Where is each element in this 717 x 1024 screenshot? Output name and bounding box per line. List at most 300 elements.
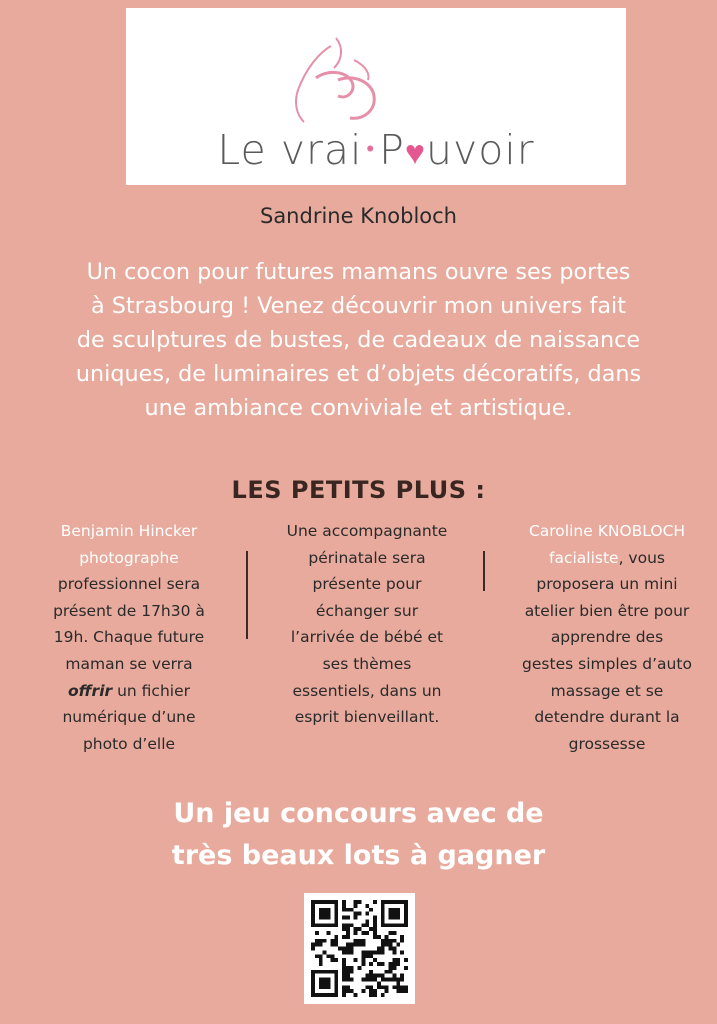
qr-module [392, 908, 396, 912]
qr-module [389, 943, 393, 947]
qr-module [346, 931, 350, 935]
qr-module [346, 916, 350, 920]
contest-announcement [0, 793, 717, 877]
qr-module [330, 943, 334, 947]
qr-module [365, 931, 369, 935]
qr-module [373, 974, 377, 978]
qr-module [396, 916, 400, 920]
column-line: professionnel sera [57, 575, 201, 594]
qr-module [346, 943, 350, 947]
qr-module [392, 974, 396, 978]
qr-module [404, 958, 408, 962]
qr-module [334, 970, 338, 974]
qr-module [400, 900, 404, 904]
qr-module [400, 978, 404, 982]
qr-module [334, 935, 338, 939]
qr-module [381, 993, 385, 997]
column-divider [246, 551, 248, 639]
qr-module [315, 939, 319, 943]
qr-module [361, 923, 365, 927]
column-line: numérique d’une [62, 708, 196, 727]
qr-module [381, 923, 385, 927]
qr-module [389, 966, 393, 970]
qr-module [358, 966, 362, 970]
qr-module [392, 947, 396, 951]
qr-module [369, 950, 373, 954]
qr-module [342, 962, 346, 966]
qr-module [311, 900, 315, 904]
qr-module [327, 993, 331, 997]
qr-module [327, 970, 331, 974]
qr-module [350, 966, 354, 970]
qr-module [323, 985, 327, 989]
column-line: apprendre des [550, 628, 664, 647]
qr-module [319, 993, 323, 997]
qr-module [327, 900, 331, 904]
qr-module [350, 947, 354, 951]
contest-line: très beaux lots à gagner [171, 840, 546, 871]
facialist-name: Caroline KNOBLOCH [528, 522, 686, 540]
qr-module [381, 947, 385, 951]
qr-module [311, 989, 315, 993]
qr-module [354, 927, 358, 931]
qr-module [369, 927, 373, 931]
qr-module [334, 912, 338, 916]
qr-module [392, 923, 396, 927]
qr-module [311, 912, 315, 916]
qr-module [377, 974, 381, 978]
column-line: photo d’elle [82, 734, 176, 753]
qr-module [315, 943, 319, 947]
qr-module [392, 916, 396, 920]
column-line: gestes simples d’auto [522, 654, 692, 673]
qr-module [373, 950, 377, 954]
facialist-title: facialiste [548, 548, 619, 567]
qr-module [381, 978, 385, 982]
qr-module [404, 900, 408, 904]
qr-module [404, 908, 408, 912]
column-line: ses thèmes [322, 654, 412, 673]
qr-module [369, 985, 373, 989]
qr-module [319, 916, 323, 920]
column-line: esprit bienveillant. [294, 708, 440, 727]
heart-icon: ♥ [404, 133, 427, 173]
column-line: périnatale sera [308, 548, 426, 567]
qr-module [392, 939, 396, 943]
qr-module [350, 943, 354, 947]
logo-wordmark [126, 126, 626, 186]
qr-module [369, 978, 373, 982]
logo-dot: • [366, 137, 376, 162]
qr-module [327, 908, 331, 912]
qr-module [311, 985, 315, 989]
qr-module [392, 912, 396, 916]
qr-module [346, 935, 350, 939]
qr-module [385, 978, 389, 982]
qr-module [334, 904, 338, 908]
qr-module [350, 908, 354, 912]
qr-module [373, 916, 377, 920]
qr-module [381, 919, 385, 923]
qr-module [369, 954, 373, 958]
column-line: présent de 17h30 à [53, 601, 205, 620]
qr-module [354, 904, 358, 908]
qr-module [323, 993, 327, 997]
qr-module [377, 947, 381, 951]
qr-module [385, 985, 389, 989]
qr-module [389, 978, 393, 982]
qr-module [400, 950, 404, 954]
qr-module [361, 931, 365, 935]
qr-module [319, 939, 323, 943]
qr-module [377, 985, 381, 989]
intro-line: de sculptures de bustes, de cadeaux de naissance [76, 327, 641, 353]
qr-module [373, 900, 377, 904]
qr-module [358, 927, 362, 931]
qr-module [319, 912, 323, 916]
qr-module [334, 981, 338, 985]
qr-module [389, 962, 393, 966]
qr-module [404, 912, 408, 916]
qr-module [334, 943, 338, 947]
qr-module [400, 923, 404, 927]
column-doula [262, 518, 472, 731]
qr-module [315, 931, 319, 935]
qr-module [311, 947, 315, 951]
qr-module [342, 904, 346, 908]
qr-module [342, 966, 346, 970]
column-line [498, 545, 716, 572]
qr-module [381, 943, 385, 947]
column-line: essentiels, dans un [292, 681, 442, 700]
qr-module [334, 908, 338, 912]
qr-module [389, 923, 393, 927]
logo-box [126, 8, 626, 185]
qr-module [354, 958, 358, 962]
qr-module [346, 966, 350, 970]
qr-module [342, 927, 346, 931]
qr-module [334, 916, 338, 920]
qr-module [404, 904, 408, 908]
qr-module [346, 978, 350, 982]
qr-module [404, 985, 408, 989]
qr-module [389, 900, 393, 904]
column-line: échanger sur [315, 601, 419, 620]
qr-module [354, 900, 358, 904]
qr-module [338, 947, 342, 951]
intro-line: une ambiance conviviale et artistique. [144, 395, 573, 421]
qr-module [404, 989, 408, 993]
qr-module [315, 970, 319, 974]
column-line: l’arrivée de bébé et [290, 628, 444, 647]
qr-module [392, 900, 396, 904]
qr-module [330, 900, 334, 904]
qr-module [361, 978, 365, 982]
qr-module [346, 970, 350, 974]
qr-module [346, 927, 350, 931]
qr-module [381, 950, 385, 954]
column-facialist [498, 518, 716, 757]
qr-module [396, 943, 400, 947]
qr-module [365, 954, 369, 958]
column-divider [483, 551, 485, 591]
qr-module [334, 989, 338, 993]
qr-module [323, 978, 327, 982]
qr-module [330, 923, 334, 927]
qr-module [319, 958, 323, 962]
intro-line: uniques, de luminaires et d’objets décoratifs, dans [75, 361, 642, 387]
qr-module [323, 970, 327, 974]
qr-module [373, 919, 377, 923]
qr-module [381, 939, 385, 943]
qr-module [385, 989, 389, 993]
qr-module [342, 935, 346, 939]
qr-module [327, 916, 331, 920]
qr-module [373, 923, 377, 927]
qr-module [385, 935, 389, 939]
qr-module [323, 950, 327, 954]
qr-module [381, 904, 385, 908]
qr-module [392, 978, 396, 982]
qr-module [327, 954, 331, 958]
qr-module [311, 978, 315, 982]
qr-module [396, 912, 400, 916]
column-line [26, 678, 232, 705]
qr-module [346, 950, 350, 954]
qr-module [342, 989, 346, 993]
qr-module [319, 923, 323, 927]
column-line: massage et se [550, 681, 664, 700]
qr-module [365, 904, 369, 908]
qr-module [323, 912, 327, 916]
qr-module [334, 939, 338, 943]
qr-module [311, 923, 315, 927]
qr-module [389, 916, 393, 920]
qr-module [319, 981, 323, 985]
qr-module [311, 908, 315, 912]
intro-line: Un cocon pour futures mamans ouvre ses portes [86, 259, 631, 285]
qr-module [381, 900, 385, 904]
qr-module [365, 919, 369, 923]
qr-module [346, 985, 350, 989]
qr-module [342, 993, 346, 997]
qr-module [346, 989, 350, 993]
qr-module [373, 978, 377, 982]
qr-module [342, 900, 346, 904]
column-line: atelier bien être pour [524, 601, 690, 620]
qr-module [365, 985, 369, 989]
qr-module [315, 923, 319, 927]
qr-module [342, 923, 346, 927]
qr-module [400, 989, 404, 993]
qr-module [373, 935, 377, 939]
qr-module [365, 923, 369, 927]
qr-module [319, 943, 323, 947]
qr-module [327, 923, 331, 927]
qr-module [358, 943, 362, 947]
qr-module [358, 939, 362, 943]
qr-module [369, 970, 373, 974]
qr-module [354, 931, 358, 935]
author-name: Sandrine Knobloch [259, 204, 457, 228]
qr-module [334, 974, 338, 978]
qr-module [311, 974, 315, 978]
qr-module [361, 939, 365, 943]
qr-module [319, 978, 323, 982]
qr-module [319, 900, 323, 904]
qr-module [342, 974, 346, 978]
qr-module [392, 931, 396, 935]
qr-module [400, 985, 404, 989]
qr-module [354, 939, 358, 943]
qr-module [361, 943, 365, 947]
qr-module [392, 985, 396, 989]
qr-module [389, 908, 393, 912]
qr-module [400, 939, 404, 943]
qr-module [365, 978, 369, 982]
qr-module [346, 923, 350, 927]
qr-module [350, 989, 354, 993]
qr-module [350, 950, 354, 954]
qr-module [392, 950, 396, 954]
logo-text-part2-start: P [379, 126, 405, 174]
section-title: LES PETITS PLUS : [231, 476, 486, 504]
qr-module [327, 985, 331, 989]
qr-module [377, 950, 381, 954]
qr-module [334, 923, 338, 927]
qr-module [361, 989, 365, 993]
qr-module [373, 958, 377, 962]
logo-text-part2-end: uvoir [426, 126, 535, 174]
qr-module [404, 919, 408, 923]
qr-module [381, 912, 385, 916]
qr-module [389, 970, 393, 974]
qr-module [373, 927, 377, 931]
qr-module [346, 908, 350, 912]
qr-module [358, 900, 362, 904]
photographer-name: Benjamin Hincker [60, 522, 198, 540]
qr-module [392, 962, 396, 966]
qr-module [323, 923, 327, 927]
qr-module [404, 966, 408, 970]
qr-module [389, 939, 393, 943]
qr-module [358, 912, 362, 916]
qr-module [330, 939, 334, 943]
qr-module [381, 985, 385, 989]
qr-module [400, 974, 404, 978]
qr-module [392, 966, 396, 970]
qr-module [323, 981, 327, 985]
qr-module [350, 970, 354, 974]
qr-module [319, 962, 323, 966]
qr-module [396, 978, 400, 982]
qr-module [373, 989, 377, 993]
qr-module [373, 931, 377, 935]
qr-module [404, 923, 408, 927]
qr-module [342, 916, 346, 920]
qr-module [311, 916, 315, 920]
qr-module [361, 962, 365, 966]
logo-text-part1: Le vrai [217, 126, 363, 174]
qr-module [389, 912, 393, 916]
qr-module [319, 908, 323, 912]
column-line: présente pour [312, 575, 422, 594]
pregnant-silhouette-icon [276, 30, 396, 130]
qr-module [392, 958, 396, 962]
qr-module [365, 912, 369, 916]
qr-module [385, 943, 389, 947]
qr-module [396, 985, 400, 989]
qr-module [342, 985, 346, 989]
qr-module [334, 919, 338, 923]
qr-module [350, 978, 354, 982]
qr-module [385, 970, 389, 974]
qr-code[interactable] [304, 893, 415, 1004]
qr-module [342, 978, 346, 982]
qr-module [323, 908, 327, 912]
contest-line: Un jeu concours avec de [173, 798, 544, 829]
qr-module [315, 993, 319, 997]
qr-module [396, 958, 400, 962]
qr-module [327, 981, 331, 985]
qr-module [381, 908, 385, 912]
column-line: detendre durant la [534, 708, 680, 727]
intro-paragraph [10, 255, 707, 425]
qr-module [319, 985, 323, 989]
qr-module [377, 935, 381, 939]
qr-module [311, 970, 315, 974]
qr-module [369, 989, 373, 993]
offrir-emphasis: offrir [68, 681, 113, 700]
qr-module [334, 978, 338, 982]
qr-module [311, 993, 315, 997]
qr-module [311, 904, 315, 908]
qr-module [354, 916, 358, 920]
qr-module [327, 912, 331, 916]
qr-module [389, 947, 393, 951]
qr-module [342, 947, 346, 951]
qr-module [315, 954, 319, 958]
qr-module [354, 912, 358, 916]
qr-module [334, 993, 338, 997]
qr-module [354, 993, 358, 997]
qr-module [354, 943, 358, 947]
qr-module [330, 954, 334, 958]
qr-module [323, 900, 327, 904]
qr-module [342, 950, 346, 954]
column-line: proposera un mini [536, 575, 678, 594]
photographer-title: photographe [79, 548, 179, 567]
column-line-rest: un fichier [112, 681, 190, 700]
qr-code-icon [311, 900, 408, 997]
qr-module [330, 970, 334, 974]
qr-module [389, 931, 393, 935]
qr-module [365, 950, 369, 954]
qr-module [377, 962, 381, 966]
qr-module [385, 923, 389, 927]
qr-module [327, 931, 331, 935]
qr-module [377, 981, 381, 985]
qr-module [327, 978, 331, 982]
qr-module [311, 943, 315, 947]
qr-module [373, 993, 377, 997]
qr-module [350, 923, 354, 927]
qr-module [396, 923, 400, 927]
qr-module [400, 935, 404, 939]
qr-module [334, 985, 338, 989]
column-line: grossesse [568, 734, 646, 753]
qr-module [381, 974, 385, 978]
